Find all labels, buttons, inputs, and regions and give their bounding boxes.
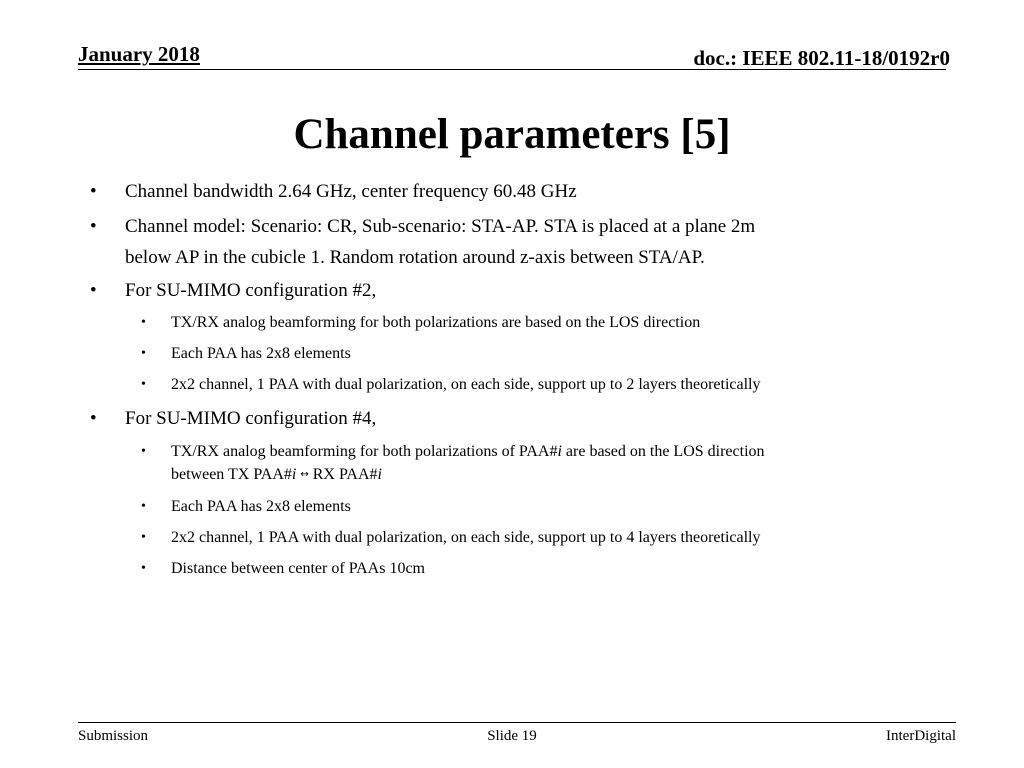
header-doc-id: doc.: IEEE 802.11-18/0192r0 — [693, 46, 950, 70]
footer-submission: Submission — [78, 728, 149, 744]
slide-title: Channel parameters [5] — [293, 111, 731, 158]
sub-bullet-text-continued: between TX PAA#i ↔ RX PAA#i — [171, 466, 382, 483]
bullet-icon: • — [90, 181, 97, 202]
sub-bullet-text: 2x2 channel, 1 PAA with dual polarization, on each side, support up to 4 layers theoretically — [171, 529, 761, 546]
sub-bullet-text: Each PAA has 2x8 elements — [171, 498, 351, 515]
footer-company: InterDigital — [886, 728, 956, 744]
sub-bullet-text: 2x2 channel, 1 PAA with dual polarization, on each side, support up to 2 layers theoretically — [171, 376, 761, 393]
sub-bullet-item — [141, 342, 931, 365]
bullet-icon: • — [141, 561, 146, 576]
sub-bullet-item — [141, 440, 931, 486]
header-divider — [78, 69, 946, 70]
bullet-text: Channel model: Scenario: CR, Sub-scenario: STA-AP. STA is placed at a plane 2m — [125, 216, 756, 237]
bullet-item — [90, 176, 925, 207]
sub-bullet-text: TX/RX analog beamforming for both polarizations of PAA#i are based on the LOS direction — [171, 443, 765, 460]
bullet-item — [90, 211, 925, 273]
footer-divider — [78, 722, 956, 723]
bullet-icon: • — [90, 408, 97, 429]
footer-slide-number: Slide 19 — [487, 728, 537, 744]
bullet-text-continued: below AP in the cubicle 1. Random rotation around z-axis between STA/AP. — [125, 247, 705, 268]
bullet-text: For SU-MIMO configuration #4, — [125, 408, 377, 429]
bullet-icon: • — [141, 377, 146, 392]
bullet-item — [90, 275, 925, 306]
bullet-text: Channel bandwidth 2.64 GHz, center frequency 60.48 GHz — [125, 181, 577, 202]
sub-bullet-text: TX/RX analog beamforming for both polarizations are based on the LOS direction — [171, 314, 701, 331]
bidirectional-arrow-icon: ↔ — [300, 469, 309, 480]
sub-bullet-item — [141, 495, 931, 518]
sub-bullet-item — [141, 557, 931, 580]
sub-bullet-text: Each PAA has 2x8 elements — [171, 345, 351, 362]
header-date: January 2018 — [78, 42, 200, 66]
bullet-text: For SU-MIMO configuration #2, — [125, 280, 377, 301]
sub-bullet-item — [141, 526, 931, 549]
bullet-icon: • — [141, 530, 146, 545]
sub-bullet-item — [141, 311, 931, 334]
bullet-icon: • — [141, 346, 146, 361]
bullet-icon: • — [141, 315, 146, 330]
bullet-icon: • — [90, 216, 97, 237]
bullet-icon: • — [141, 444, 146, 459]
sub-bullet-item — [141, 373, 931, 396]
bullet-icon: • — [141, 499, 146, 514]
sub-bullet-text: Distance between center of PAAs 10cm — [171, 560, 425, 577]
bullet-icon: • — [90, 280, 97, 301]
bullet-item — [90, 403, 925, 434]
